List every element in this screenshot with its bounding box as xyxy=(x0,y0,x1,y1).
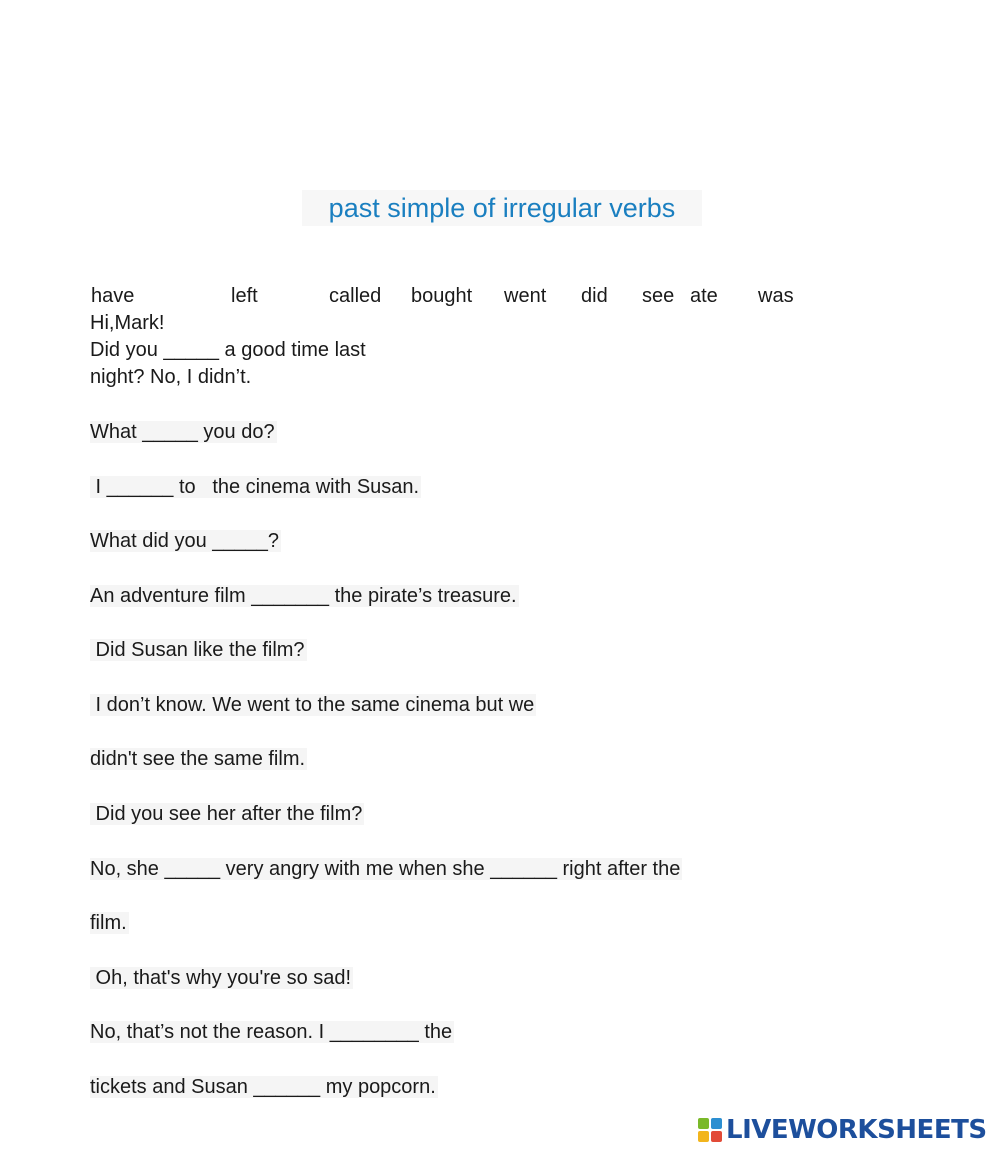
dialogue-line xyxy=(90,1074,438,1100)
dialogue-text: I ______ to the cinema with Susan. xyxy=(90,476,420,498)
word-bank-item: bought xyxy=(411,285,473,307)
dialogue-line xyxy=(90,310,164,336)
logo-tile xyxy=(711,1118,722,1129)
logo-tile xyxy=(711,1131,722,1142)
dialogue-text: Did you see her after the film? xyxy=(90,803,363,825)
dialogue-line xyxy=(90,801,364,827)
dialogue-line xyxy=(90,910,129,936)
dialogue-text: Did Susan like the film? xyxy=(90,639,305,661)
dialogue-text: An adventure film _______ the pirate’s treasure. xyxy=(90,585,517,607)
dialogue-text: What _____ you do? xyxy=(90,421,275,443)
word-bank-item: see xyxy=(642,285,675,307)
page-title: past simple of irregular verbs xyxy=(302,190,702,226)
dialogue-text: What did you _____? xyxy=(90,530,280,552)
liveworksheets-logo xyxy=(698,1114,987,1146)
dialogue-line xyxy=(90,1019,454,1045)
dialogue-line xyxy=(90,419,277,445)
word-bank-item: ate xyxy=(690,285,718,307)
dialogue-line xyxy=(90,746,307,772)
dialogue-text: night? No, I didn’t. xyxy=(90,366,252,388)
logo-tile xyxy=(698,1131,709,1142)
word-bank-item: left xyxy=(231,285,258,307)
dialogue-line xyxy=(90,965,353,991)
word-bank-item: have xyxy=(91,285,135,307)
dialogue-line xyxy=(90,364,251,390)
dialogue-line xyxy=(90,528,281,554)
dialogue-text: Did you _____ a good time last xyxy=(90,339,366,361)
dialogue-line xyxy=(90,637,307,663)
logo-text: LIVEWORKSHEETS xyxy=(726,1115,987,1145)
logo-tile xyxy=(698,1118,709,1129)
dialogue-line xyxy=(90,692,536,718)
dialogue-text: I don’t know. We went to the same cinema but we xyxy=(90,694,535,716)
dialogue-text: No, she _____ very angry with me when she ______ right after the xyxy=(90,858,681,880)
dialogue-line xyxy=(90,337,366,363)
dialogue-line xyxy=(90,583,519,609)
dialogue-text: Oh, that's why you're so sad! xyxy=(90,967,352,989)
word-bank-item: was xyxy=(758,285,794,307)
dialogue-line xyxy=(90,474,421,500)
dialogue-text: film. xyxy=(90,912,127,934)
word-bank xyxy=(0,283,1000,309)
dialogue-line xyxy=(90,856,682,882)
word-bank-item: did xyxy=(581,285,608,307)
logo-tiles-icon xyxy=(698,1118,722,1142)
dialogue-text: Hi,Mark! xyxy=(90,312,165,334)
word-bank-item: went xyxy=(504,285,547,307)
dialogue-text: tickets and Susan ______ my popcorn. xyxy=(90,1076,436,1098)
dialogue-text: No, that’s not the reason. I ________ the xyxy=(90,1021,453,1043)
word-bank-item: called xyxy=(329,285,382,307)
dialogue-text: didn't see the same film. xyxy=(90,748,306,770)
